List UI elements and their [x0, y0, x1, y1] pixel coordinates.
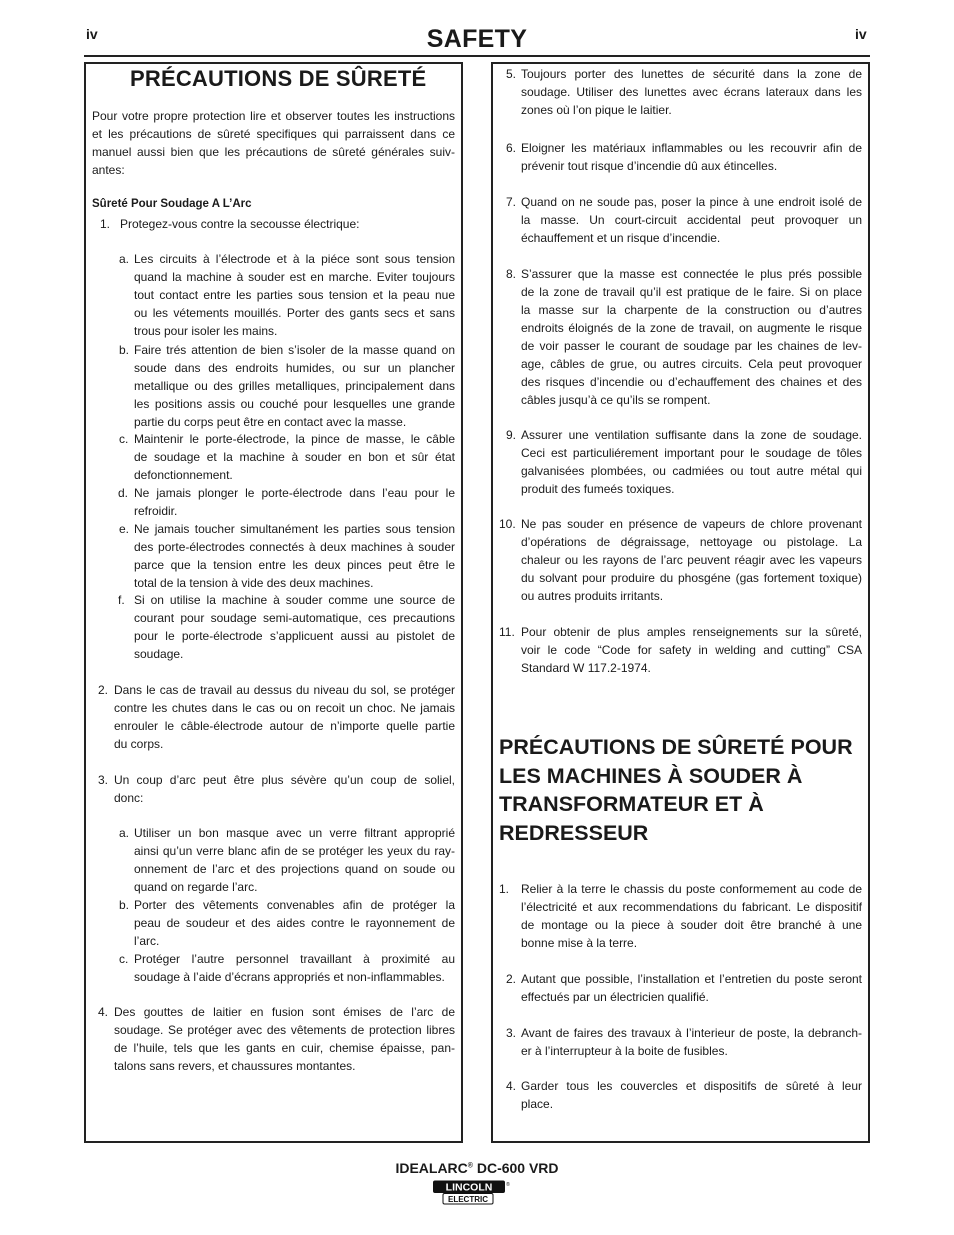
list-item-line: Pour obtenir de plus amples renseignements sur la sûreté, — [521, 625, 862, 639]
list-item-line: bonne mise à la terre. — [521, 936, 638, 950]
sub-item-line: trous pour isoler les mains. — [134, 324, 278, 338]
sub-item-line: defonctionnement. — [134, 468, 233, 482]
list-item-line: la masse. Un court-circuit accidental peut provoquer un — [521, 213, 862, 227]
list-item-line: contre les chutes dans le cas ou on recoit un choc. Ne jamais — [114, 701, 455, 715]
sub-item-line: courant pour soudage semi-automatique, ces precautions — [134, 611, 455, 625]
list-item-line: Avant de faires des travaux à l’interieur de poste, la debranch- — [521, 1026, 862, 1040]
list-item-line: endroits éloignés de la zone de travail, on augmente le risque — [521, 321, 862, 335]
list-item-line: la masse sur la charpente de la construction ou d’autres — [521, 303, 862, 317]
list-item-line: produit des fumeés toxiques. — [521, 482, 675, 496]
page-number-left: iv — [86, 26, 98, 42]
list-item-number: 2. — [98, 683, 109, 697]
sub-item-label: f. — [118, 593, 125, 607]
list-item-line: de la zone de travail qu’il est pratique de le faire. Si on place — [521, 285, 862, 299]
list-item-number: 3. — [506, 1026, 517, 1040]
list-item-line: Des gouttes de laitier en fusion sont émises de l’arc de — [114, 1005, 455, 1019]
title-rule — [84, 55, 870, 57]
sub-item-line: Protéger l’autre personnel travaillant à proximité au — [134, 952, 455, 966]
section-title-transformer — [499, 733, 869, 847]
sub-item-line: les positions assis ou couché pour lesquelles une grande — [134, 397, 455, 411]
list-item-number: 1. — [100, 217, 111, 231]
list-item-line: Assurer une ventilation suffisante dans la zone de soudage. — [521, 428, 862, 442]
sub-item-line: total de la tension à vide des deux machines. — [134, 576, 374, 590]
model-suffix: DC-600 VRD — [472, 1160, 559, 1176]
svg-text:®: ® — [506, 1182, 510, 1188]
sub-item-line: l’arc. — [134, 934, 160, 948]
sub-item-line: des porte-électrodes connectés à deux machines à souder — [134, 540, 455, 554]
list-item-line: Toujours porter des lunettes de sécurité dans la zone de — [521, 67, 862, 81]
list-item-line: Autant que possible, l’installation et l’entretien du poste seront — [521, 972, 862, 986]
list-item-line: age, câbles de grue, ou autres circuits. Cela peut provoquer — [521, 357, 862, 371]
list-item-line: soudage. Se protéger avec des vêtements de protection libres — [114, 1023, 455, 1037]
list-item-line: Relier à la terre le chassis du poste conformement au code de — [521, 882, 862, 896]
list-item-line: prévenir tout risque d’incendie dû aux étincelles. — [521, 159, 778, 173]
sub-item-line: Ne jamais plonger le porte-électrode dans l’eau pour le — [134, 486, 455, 500]
svg-text:ELECTRIC: ELECTRIC — [448, 1195, 488, 1204]
list-item-line: Un coup d’arc peut être plus sévère qu’un coup de soliel, — [114, 773, 455, 787]
sub-item-line: ainsi qu’un verre blanc afin de se protéger les yeux du ray- — [134, 844, 455, 858]
list-item-line: place. — [521, 1097, 554, 1111]
model-name: IDEALARC — [395, 1160, 468, 1176]
list-item-number: 3. — [98, 773, 109, 787]
list-item-number: 8. — [506, 267, 517, 281]
list-item-line: voir le code “Code for safety in welding and cutting” CSA — [521, 643, 862, 657]
section-title-line: TRANSFORMATEUR ET À — [499, 792, 764, 816]
list-item-number: 10. — [499, 517, 516, 531]
list-item-line: talons sans revers, et chaussures montantes. — [114, 1059, 356, 1073]
sub-item-line: onnement de l’arc et des projections quand on soude ou — [134, 862, 455, 876]
list-item-text: Protegez-vous contre la secousse électrique: — [120, 217, 360, 231]
list-item-line: des risques d’incendie ou d’echauffement des chaines et des — [521, 375, 862, 389]
sub-item-line: quand la machine à souder est en marche. Eviter toujours — [134, 270, 455, 284]
sub-item-line: soude dans des endroits humides, ou sur un plancher — [134, 361, 455, 375]
sub-item-line: tout contact entre les parties sous tension et la peau nue — [134, 288, 455, 302]
list-item-line: ou autres produits irritants. — [521, 589, 664, 603]
sub-item-label: a. — [119, 826, 130, 840]
subheading: Sûreté Pour Soudage A L’Arc — [92, 198, 252, 210]
sub-item-line: ou les vétements mouillés. Porter des gants secs et sans — [134, 306, 455, 320]
footer-model-name — [0, 1160, 954, 1176]
list-item-line: du solvant pour produire du phosgéne (gas fortement toxique) — [521, 571, 862, 585]
section-title-line: LES MACHINES À SOUDER À — [499, 763, 803, 788]
lincoln-electric-logo — [432, 1180, 510, 1205]
list-item-line: de montage ou la piece à souder doit être branché à une — [521, 918, 862, 932]
list-item-line: S’assurer que la masse est connectée le plus prés possible — [521, 267, 862, 281]
sub-item-line: soudage à l’aide d’écrans appropriés et non-inflammables. — [134, 970, 445, 984]
sub-item-line: refroidir. — [134, 504, 178, 518]
list-item-line: Garder tous les couvercles et dispositifs de sûreté à leur — [521, 1079, 862, 1093]
sub-item-line: parce que la tension entre les deux pinces peut être le — [134, 558, 455, 572]
list-item-line: câbles jusqu’à ce qu’ils se rompent. — [521, 393, 711, 407]
sub-item-line: Si on utilise la machine à souder comme une source de — [134, 593, 455, 607]
sub-item-label: a. — [119, 252, 130, 266]
intro-line: et les précautions de sûreté specifiques qui parraissent dans ce — [92, 127, 455, 141]
list-item-number: 4. — [506, 1079, 517, 1093]
list-item-line: Dans le cas de travail au dessus du niveau du sol, se protéger — [114, 683, 455, 697]
list-item-line: d’opérations de dégraissage, nettoyage ou pistolage. La — [521, 535, 862, 549]
sub-item-label: d. — [118, 486, 129, 500]
list-item-line: effectués par un électricien qualifié. — [521, 990, 709, 1004]
intro-line: Pour votre propre protection lire et observer toutes les instructions — [92, 109, 455, 123]
list-item-line: Ne pas souder en présence de vapeurs de chlore provenant — [521, 517, 862, 531]
list-item-line: Standard W 117.2-1974. — [521, 661, 651, 675]
list-item-line: galvanisées plombées, ou cadmiées ou tout autre métal qui — [521, 464, 862, 478]
intro-line: antes: — [92, 163, 125, 177]
list-item-line: du corps. — [114, 737, 164, 751]
sub-item-label: c. — [119, 432, 129, 446]
page-number-right: iv — [855, 26, 867, 42]
list-item-number: 4. — [98, 1005, 109, 1019]
sub-item-label: b. — [119, 343, 130, 357]
list-item-number: 11. — [499, 625, 515, 639]
page-title: SAFETY — [426, 25, 528, 53]
list-item-line: l’électricité et aux recommendations du fabricant. Le dispositif — [521, 900, 862, 914]
list-item-line: zones où l’on pique le laitier. — [521, 103, 672, 117]
sub-item-line: Utiliser un bon masque avec un verre filtrant approprié — [134, 826, 455, 840]
list-item-line: de l’huile, tels que les gants en cuir, chemise épaisse, pan- — [114, 1041, 455, 1055]
sub-item-line: soudage. — [134, 647, 184, 661]
list-item-number: 7. — [506, 195, 517, 209]
sub-item-line: de soudage et la machine à souder en bon et sûr état — [134, 450, 455, 464]
list-item-line: Eloigner les matériaux inflammables ou les recouvrir afin de — [521, 141, 862, 155]
list-item-line: Ceci est particuliérement important pour le soudage de tôles — [521, 446, 862, 460]
svg-text:LINCOLN: LINCOLN — [445, 1181, 493, 1194]
list-item-line: de voir passer le courant de soudage par les chaines de lev- — [521, 339, 862, 353]
registered-mark: ® — [467, 1162, 473, 1170]
sub-item-line: Faire trés attention de bien s’isoler de la masse quand on — [134, 343, 455, 357]
list-item-number: 2. — [506, 972, 517, 986]
sub-item-line: metallique ou des grilles metalliques, principalement dans — [134, 379, 455, 393]
sub-item-line: pour le porte-électrode s’applicuent aussi au pistolet de — [134, 629, 455, 643]
sub-item-line: Maintenir le porte-électrode, la pince de masse, le câble — [134, 432, 455, 446]
list-item-line: Quand on ne soude pas, poser la pince à une endroit isolé de — [521, 195, 862, 209]
list-item-line: er à l’interrupteur à la boite de fusibles. — [521, 1044, 728, 1058]
list-item-number: 9. — [506, 428, 517, 442]
intro-line: manuel aussi bien que les précautions de sûreté générales suiv- — [92, 145, 455, 159]
sub-item-line: partie du corps peut être en contact avec la masse. — [134, 415, 407, 429]
list-item-line: soudage. Utiliser des lunettes avec écrans lateraux dans les — [521, 85, 862, 99]
section-title: PRÉCAUTIONS DE SÛRETÉ — [130, 66, 427, 91]
sub-item-label: c. — [119, 952, 129, 966]
section-title-line: PRÉCAUTIONS DE SÛRETÉ POUR — [499, 735, 853, 759]
sub-item-label: e. — [119, 522, 130, 536]
list-item-line: enrouler le câble-électrode autour de n’importe quelle partie — [114, 719, 455, 733]
sub-item-line: peau de soudeur et des aides contre le rayonnement de — [134, 916, 455, 930]
list-item-number: 6. — [506, 141, 517, 155]
list-item-line: chaleur ou les rayons de l’arc peuvent réagir avec les vapeurs — [521, 553, 862, 567]
sub-item-line: Ne jamais toucher simultanément les parties sous tension — [134, 522, 455, 536]
sub-item-line: Les circuits à l’électrode et à la piéce sont sous tension — [134, 252, 455, 266]
list-item-number: 1. — [499, 882, 510, 896]
section-title-line: REDRESSEUR — [499, 820, 649, 845]
sub-item-line: quand on regarde l’arc. — [134, 880, 258, 894]
list-item-line: échauffement et un risque d’incendie. — [521, 231, 721, 245]
list-item-number: 5. — [506, 67, 517, 81]
list-item-line: donc: — [114, 791, 144, 805]
sub-item-line: Porter des vêtements convenables afin de protéger la — [134, 898, 455, 912]
sub-item-label: b. — [119, 898, 130, 912]
